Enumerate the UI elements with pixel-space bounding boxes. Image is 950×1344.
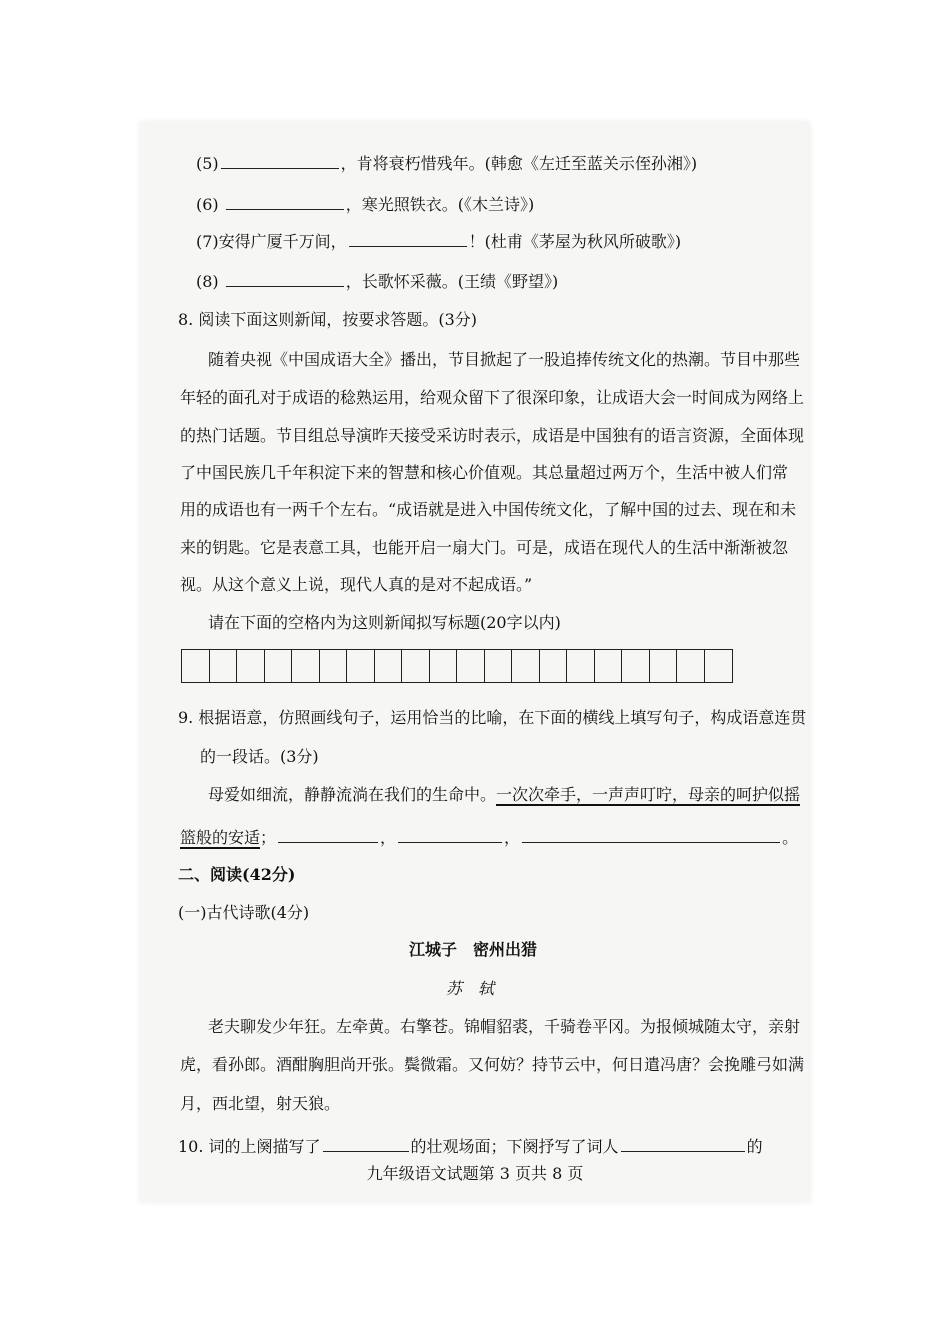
grid-cell[interactable] xyxy=(402,650,430,682)
question-9-title: 9. 根据语意，仿照画线句子，运用恰当的比喻，在下面的横线上填写句子，构成语意连贯 xyxy=(178,708,807,727)
fill-item-8: (8) ，长歌怀采薇。(王绩《野望》) xyxy=(196,272,559,291)
grid-cell[interactable] xyxy=(595,650,623,682)
section-subtitle: (一)古代诗歌(4分) xyxy=(178,903,310,922)
answer-blank[interactable] xyxy=(221,152,339,169)
title-prompt: 请在下面的空格内为这则新闻拟写标题(20字以内) xyxy=(208,613,561,632)
poem-title: 江城子 密州出猎 xyxy=(408,940,537,959)
fill-item-7: (7)安得广厦千万间， ！(杜甫《茅屋为秋风所破歌》) xyxy=(196,232,682,251)
grid-cell[interactable] xyxy=(512,650,540,682)
answer-blank[interactable] xyxy=(398,826,502,843)
title-answer-grid[interactable] xyxy=(181,649,733,683)
grid-cell[interactable] xyxy=(567,650,595,682)
grid-cell[interactable] xyxy=(210,650,238,682)
news-line: 年轻的面孔对于成语的稔熟运用，给观众留下了很深印象，让成语大会一时间成为网络上 xyxy=(180,388,805,407)
question-8-title: 8. 阅读下面这则新闻，按要求答题。(3分) xyxy=(178,310,478,329)
grid-cell[interactable] xyxy=(457,650,485,682)
news-line: 了中国民族几千年积淀下来的智慧和核心价值观。其总量超过两万个，生活中被人们常 xyxy=(180,463,789,482)
grid-cell[interactable] xyxy=(430,650,458,682)
question-9-title-cont: 的一段话。(3分) xyxy=(200,747,319,766)
fill-item-5: (5) ，肯将衰朽惜残年。(韩愈《左迁至蓝关示侄孙湘》) xyxy=(196,154,698,173)
grid-cell[interactable] xyxy=(265,650,293,682)
poem-author: 苏 轼 xyxy=(445,979,494,998)
news-line: 用的成语也有一两千个左右。“成语就是进入中国传统文化，了解中国的过去、现在和未 xyxy=(180,500,797,519)
poem-line: 虎，看孙郎。酒酣胸胆尚开张。鬓微霜。又何妨？持节云中，何日遣冯唐？会挽雕弓如满 xyxy=(180,1055,805,1074)
news-line: 的热门话题。节目组总导演昨天接受采访时表示，成语是中国独有的语言资源，全面体现 xyxy=(180,426,805,445)
grid-cell[interactable] xyxy=(182,650,210,682)
answer-blank[interactable] xyxy=(323,1135,409,1152)
question-9-body: 母爱如细流，静静流淌在我们的生命中。一次次牵手，一声声叮咛，母亲的呵护似摇 xyxy=(208,785,801,804)
grid-cell[interactable] xyxy=(485,650,513,682)
poem-line: 老夫聊发少年狂。左牵黄。右擎苍。锦帽貂裘，千骑卷平冈。为报倾城随太守，亲射 xyxy=(208,1017,801,1036)
answer-blank[interactable] xyxy=(349,230,467,247)
grid-cell[interactable] xyxy=(320,650,348,682)
grid-cell[interactable] xyxy=(237,650,265,682)
news-line: 随着央视《中国成语大全》播出，节目掀起了一股追捧传统文化的热潮。节目中那些 xyxy=(208,350,801,369)
answer-blank[interactable] xyxy=(226,270,344,287)
news-line: 来的钥匙。它是表意工具，也能开启一扇大门。可是，成语在现代人的生活中渐渐被忽 xyxy=(180,538,789,557)
answer-blank[interactable] xyxy=(226,193,344,210)
fill-item-6: (6) ，寒光照铁衣。(《木兰诗》) xyxy=(196,195,535,214)
grid-cell[interactable] xyxy=(347,650,375,682)
question-9-body-cont: 篮般的安适； ， ， 。 xyxy=(180,828,799,847)
news-line: 视。从这个意义上说，现代人真的是对不起成语。” xyxy=(180,575,533,594)
grid-cell[interactable] xyxy=(622,650,650,682)
question-10: 10. 词的上阕描写了 的壮观场面；下阕抒写了词人 的 xyxy=(178,1137,763,1156)
grid-cell[interactable] xyxy=(540,650,568,682)
answer-blank[interactable] xyxy=(278,826,378,843)
poem-line: 月，西北望，射天狼。 xyxy=(180,1094,341,1113)
section-title: 二、阅读(42分) xyxy=(178,865,296,884)
grid-cell[interactable] xyxy=(677,650,705,682)
page-footer: 九年级语文试题第 3 页共 8 页 xyxy=(366,1164,584,1183)
answer-blank[interactable] xyxy=(522,826,780,843)
answer-blank[interactable] xyxy=(621,1135,745,1152)
grid-cell[interactable] xyxy=(375,650,403,682)
grid-cell[interactable] xyxy=(705,650,733,682)
grid-cell[interactable] xyxy=(650,650,678,682)
grid-cell[interactable] xyxy=(292,650,320,682)
